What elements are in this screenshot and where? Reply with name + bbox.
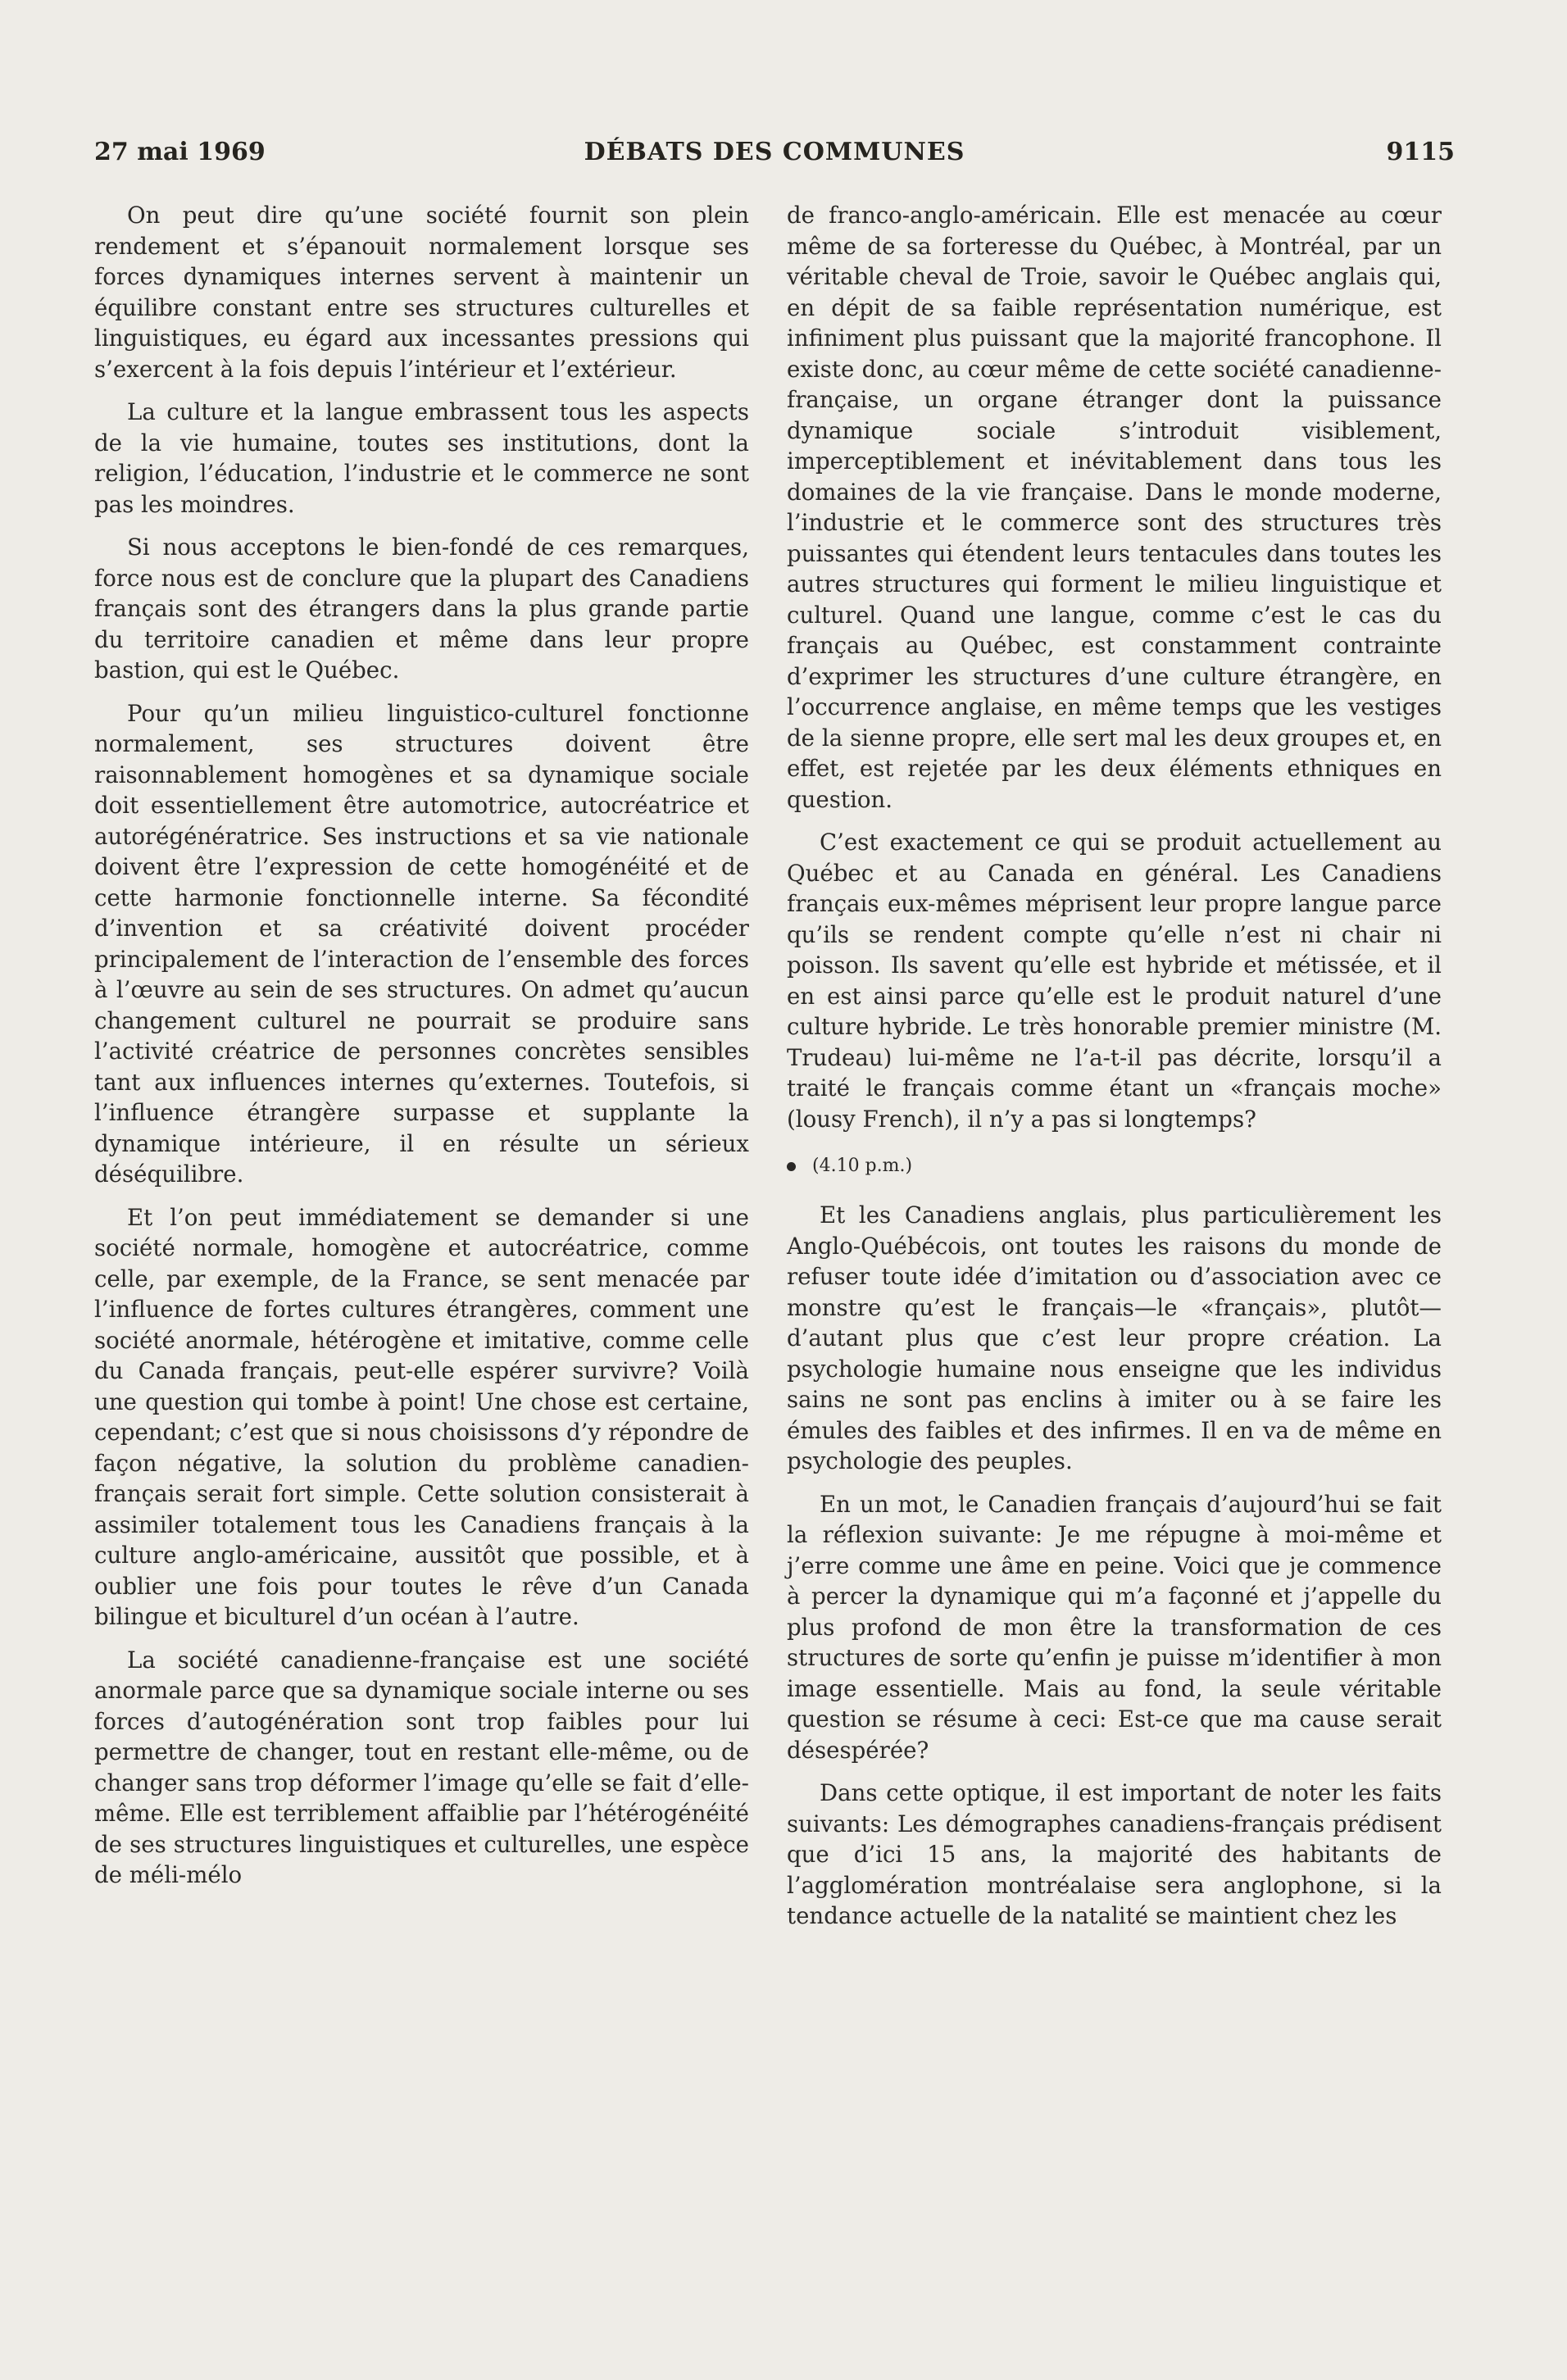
paragraph: Pour qu’un milieu linguistico-culturel fonctionne normalement, ses structures doivent être raisonnablement homogènes et sa dynamique sociale doit essentiellement être automotrice, autocréatrice et autorégénératrice. Ses instructions et sa vie nationale doivent être l’expression de cette homogénéité et de cette harmonie fonctionnelle interne. Sa fécondité d’invention et sa créativité doivent procéder principalement de l’interaction de l’ensemble des forces à l’œuvre au sein de ses structures. On admet qu’aucun changement culturel ne pourrait se produire sans l’activité créatrice de personnes concrètes sensibles tant aux influences internes qu’externes. Toutefois, si l’influence étrangère surpasse et supplante la dynamique intérieure, il en résulte un sérieux déséquilibre.: [94, 699, 749, 1188]
header-date: 27 mai 1969: [94, 138, 266, 166]
paragraph: Et l’on peut immédiatement se demander si une société normale, homogène et autocréatrice, comme celle, par exemple, de la France, se sent menacée par l’influence de fortes cultures étrangères, comment une société anormale, hétérogène et imitative, comme celle du Canada français, peut-elle espérer survivre? Voilà une question qui tombe à point! Une chose est certaine, cependant; c’est que si nous choisissons d’y répondre de façon négative, la solution du problème canadien-français serait fort simple. Cette solution consisterait à assimiler totalement tous les Canadiens français à la culture anglo-américaine, aussitôt que possible, et à oublier une fois pour toutes le rêve d’un Canada bilingue et biculturel d’un océan à l’autre.: [94, 1203, 749, 1630]
paragraph: Dans cette optique, il est important de noter les faits suivants: Les démographes canadiens-français prédisent que d’ici 15 ans, la majorité des habitants de l’agglomération montréalaise sera anglophone, si la tendance actuelle de la natalité se maintient chez les: [787, 1779, 1442, 1929]
header-page-number: 9115: [1386, 138, 1455, 166]
left-column: [94, 200, 749, 1891]
paragraph: La culture et la langue embrassent tous les aspects de la vie humaine, toutes ses institutions, dont la religion, l’éducation, l’industrie et le commerce ne sont pas les moindres.: [94, 398, 749, 518]
paragraph: La société canadienne-française est une société anormale parce que sa dynamique sociale interne ou ses forces d’autogénération sont trop faibles pour lui permettre de changer, tout en restant elle-même, ou de changer sans trop déformer l’image qu’elle se fait d’elle-même. Elle est terriblement affaiblie par l’hétérogénéité de ses structures linguistiques et culturelles, une espèce de méli-mélo: [94, 1646, 749, 1888]
bullet-icon: [787, 1162, 796, 1171]
paragraph: Et les Canadiens anglais, plus particulièrement les Anglo-Québécois, ont toutes les raisons du monde de refuser toute idée d’imitation ou d’association avec ce monstre qu’est le français—le «français», plutôt—d’autant plus que c’est leur propre création. La psychologie humaine nous enseigne que les individus sains ne sont pas enclins à imiter ou à se faire les émules des faibles et des infirmes. Il en va de même en psychologie des peuples.: [787, 1201, 1442, 1474]
paragraph: On peut dire qu’une société fournit son plein rendement et s’épanouit normalement lorsque ses forces dynamiques internes servent à maintenir un équilibre constant entre ses structures culturelles et linguistiques, eu égard aux incessantes pressions qui s’exercent à la fois depuis l’intérieur et l’extérieur.: [94, 202, 749, 383]
paragraph: de franco-anglo-américain. Elle est menacée au cœur même de sa forteresse du Québec, à Montréal, par un véritable cheval de Troie, savoir le Québec anglais qui, en dépit de sa faible représentation numérique, est infiniment plus puissant que la majorité francophone. Il existe donc, au cœur même de cette société canadienne-française, un organe étranger dont la puissance dynamique sociale s’introduit visiblement, imperceptiblement et inévitablement dans tous les domaines de la vie française. Dans le monde moderne, l’industrie et le commerce sont des structures très puissantes qui étendent leurs tentacules dans toutes les autres structures qui forment le milieu linguistique et culturel. Quand une langue, comme c’est le cas du français au Québec, est constamment contrainte d’exprimer les structures d’une culture étrangère, en l’occurrence anglaise, en même temps que les vestiges de la sienne propre, elle sert mal les deux groupes et, en effet, est rejetée par les deux éléments ethniques en question.: [787, 202, 1442, 813]
paragraph: C’est exactement ce qui se produit actuellement au Québec et au Canada en général. Les Canadiens français eux-mêmes méprisent leur propre langue parce qu’ils se rendent compte qu’elle n’est ni chair ni poisson. Ils savent qu’elle est hybride et métissée, et il en est ainsi parce qu’elle est le produit naturel d’une culture hybride. Le très honorable premier ministre (M. Trudeau) lui-même ne l’a-t-il pas décrite, lorsqu’il a traité le français comme étant un «français moche» (lousy French), il n’y a pas si longtemps?: [787, 829, 1442, 1133]
paragraph: Si nous acceptons le bien-fondé de ces remarques, force nous est de conclure que la plupart des Canadiens français sont des étrangers dans la plus grande partie du territoire canadien et même dans leur propre bastion, qui est le Québec.: [94, 534, 749, 684]
page-header: [94, 138, 1455, 177]
paragraph: En un mot, le Canadien français d’aujourd’hui se fait la réflexion suivante: Je me répugne à moi-même et j’erre comme une âme en peine. Voici que je commence à percer la dynamique qui m’a façonné et j’appelle du plus profond de mon être la transformation de ces structures de sorte qu’enfin je puisse m’identifier à mon image essentielle. Mais au fond, la seule véritable question se résume à ceci: Est-ce que ma cause serait désespérée?: [787, 1490, 1442, 1764]
time-stamp-text: (4.10 p.m.): [812, 1156, 913, 1176]
header-title: DÉBATS DES COMMUNES: [584, 138, 965, 166]
time-stamp: [787, 1154, 1442, 1179]
right-column: [787, 200, 1442, 1932]
